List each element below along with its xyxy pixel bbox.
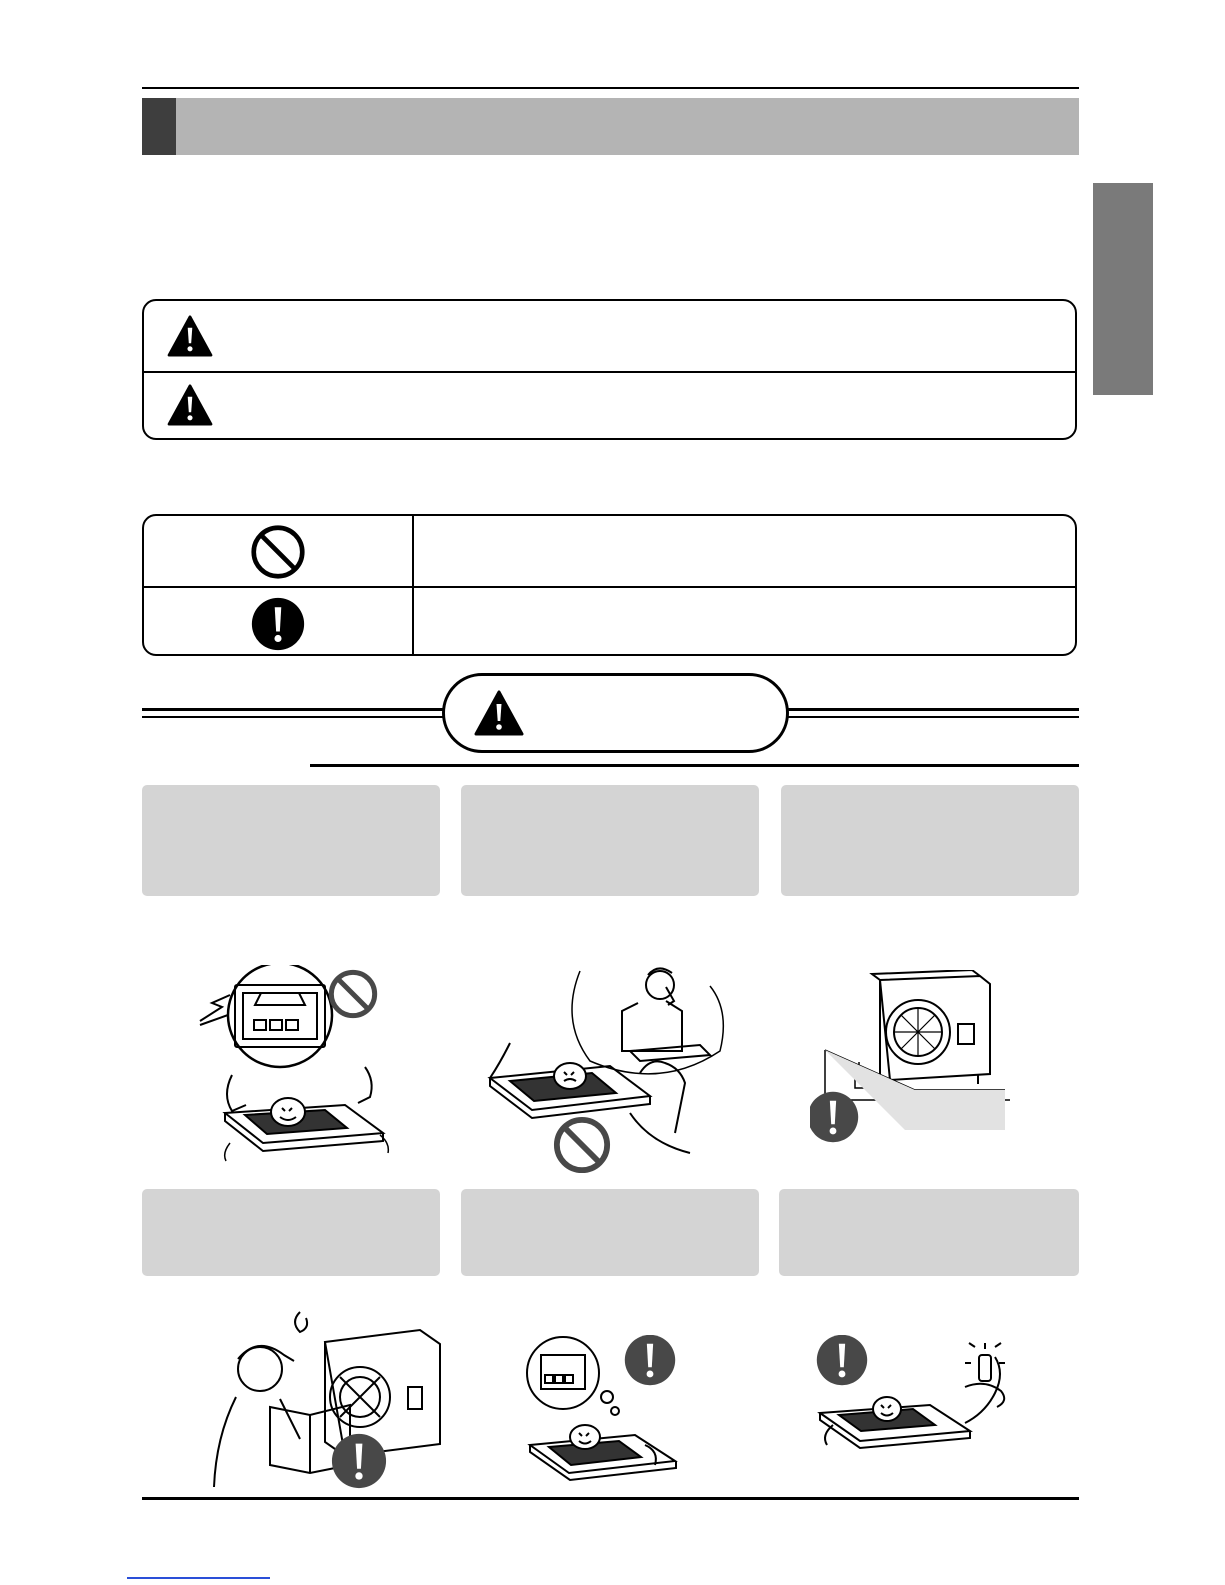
illustration-dedicated-circuit: [525, 1335, 695, 1485]
prohibited-icon: [250, 524, 306, 580]
prohibited-icon: [557, 1120, 607, 1170]
caption-box-6: [779, 1189, 1079, 1276]
cassette-unit-icon: [530, 1425, 676, 1480]
warning-triangle-icon: [167, 315, 213, 357]
caption-box-3: [781, 785, 1079, 896]
exclamation-icon: [332, 1434, 386, 1488]
illustration-outdoor-unit: [810, 970, 1010, 1150]
outdoor-unit-icon: [325, 1330, 440, 1456]
symbol-legend-box: [142, 514, 1077, 656]
footer-link-underline[interactable]: [127, 1577, 270, 1579]
electric-panel-icon: [527, 1337, 619, 1415]
illustration-installer-manual: [210, 1307, 445, 1497]
warning-triangle-icon: [474, 690, 524, 736]
bottom-rule: [142, 1497, 1079, 1500]
prohibited-icon: [331, 972, 374, 1015]
symbol-box-horizontal-divider: [144, 586, 1075, 588]
exclamation-icon: [250, 596, 306, 652]
exclamation-icon: [810, 1092, 858, 1142]
cassette-unit-icon: [225, 1067, 389, 1161]
technician-phone-icon: [622, 968, 710, 1061]
exclamation-icon: [817, 1335, 867, 1385]
outdoor-unit-icon: [872, 970, 990, 1092]
warning-heading-pill: [442, 673, 789, 753]
caption-box-2: [461, 785, 759, 896]
illustration-service-call: [480, 963, 730, 1178]
caption-box-1: [142, 785, 440, 896]
warning-box-divider: [144, 371, 1075, 373]
caution-triangle-icon: [167, 384, 213, 426]
illustration-proper-fuse: [815, 1335, 1025, 1465]
caption-box-5: [461, 1189, 759, 1276]
exclamation-icon: [625, 1335, 675, 1385]
side-chapter-tab: [1093, 183, 1153, 395]
illustration-panel-shock: [170, 965, 410, 1170]
section-title-bar: [142, 98, 1079, 155]
section-title-tab: [142, 98, 176, 155]
symbol-box-vertical-divider: [412, 516, 414, 654]
warning-legend-box: [142, 299, 1077, 440]
top-rule: [142, 87, 1079, 89]
electric-panel-icon: [200, 965, 332, 1067]
caption-box-4: [142, 1189, 440, 1276]
